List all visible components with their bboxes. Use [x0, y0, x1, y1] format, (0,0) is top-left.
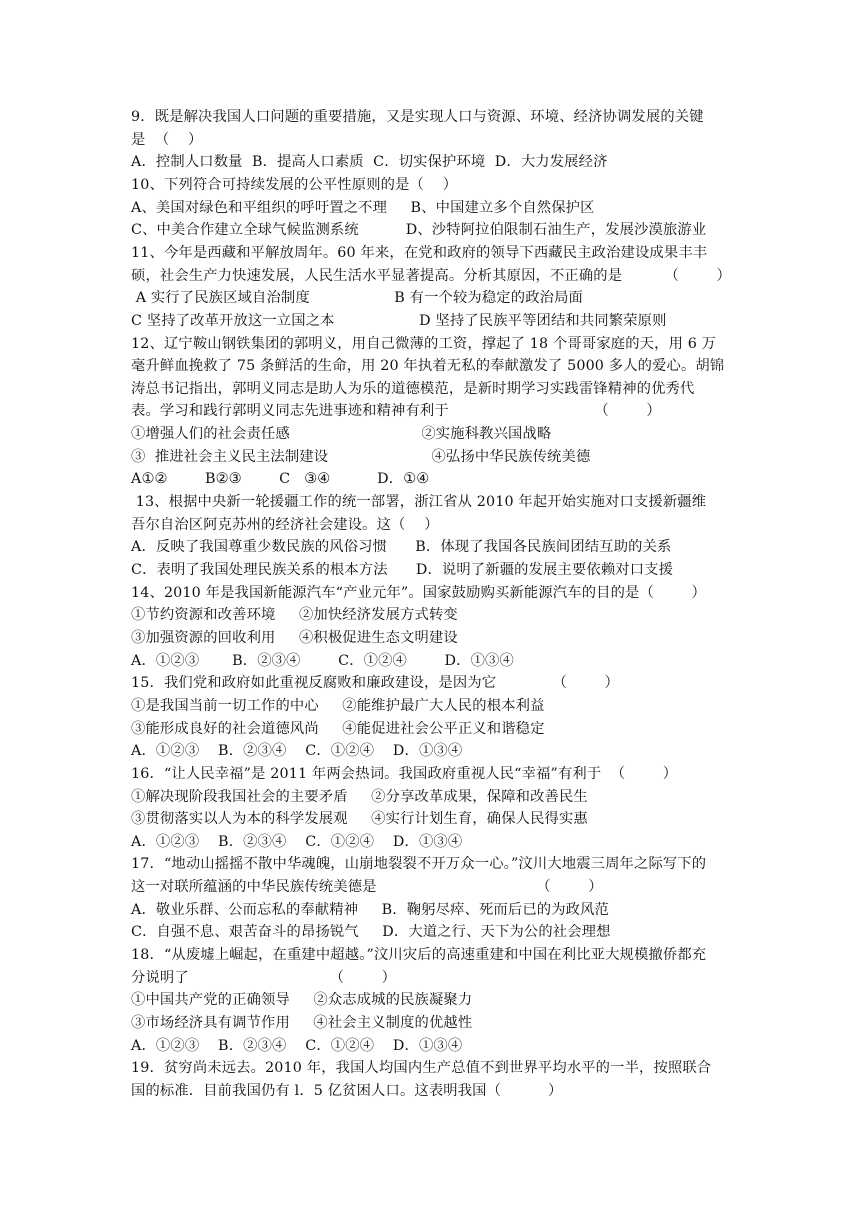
text-line: A①② B②③ C ③④ D．①④: [131, 471, 430, 488]
text-line: 14、2010 年是我国新能源汽车“产业元年”。国家鼓励购买新能源汽车的目的是（ ）: [131, 584, 706, 601]
text-line: ①是我国当前一切工作的中心 ②能维护最广大人民的根本利益: [131, 697, 545, 714]
text-line: A．①②③ B．②③④ C．①②④ D．①③④: [131, 1037, 463, 1054]
text-line: 涛总书记指出，郭明义同志是助人为乐的道德模范，是新时期学习实践雷锋精神的优秀代: [131, 380, 695, 397]
text-line: ①解决现阶段我国社会的主要矛盾 ②分享改革成果，保障和改善民生: [131, 788, 588, 805]
text-line: A．①②③ B．②③④ C．①②④ D．①③④: [131, 652, 514, 669]
text-line: ③ 推进社会主义民主法制建设 ④弘扬中华民族传统美德: [131, 448, 591, 465]
text-line: 吾尔自治区阿克苏州的经济社会建设。这（ ）: [131, 516, 439, 533]
text-line: 11、今年是西藏和平解放周年。60 年来，在党和政府的领导下西藏民主政治建设成果丰丰: [131, 244, 708, 261]
text-line: 19．贫穷尚未远去。2010 年，我国人均国内生产总值不到世界平均水平的一半，按照联合: [131, 1060, 712, 1077]
text-line: ①节约资源和改善环境 ②加快经济发展方式转变: [131, 607, 458, 624]
text-line: A．控制人口数量 B．提高人口素质 C．切实保护环境 D．大力发展经济: [131, 154, 608, 171]
text-line: C 坚持了改革开放这一立国之本 D 坚持了民族平等团结和共同繁荣原则: [131, 312, 667, 329]
text-line: 15．我们党和政府如此重视反腐败和廉政建设，是因为它 （ ）: [131, 675, 619, 692]
text-line: 9．既是解决我国人口问题的重要措施，又是实现人口与资源、环境、经济协调发展的关键: [131, 109, 704, 125]
text-line: ③加强资源的回收利用 ④积极促进生态文明建设: [131, 629, 458, 646]
text-line: A、美国对绿色和平组织的呼吁置之不理 B、中国建立多个自然保护区: [131, 199, 595, 216]
text-line: ③能形成良好的社会道德风尚 ④能促进社会公平正义和谐稳定: [131, 720, 545, 737]
text-line: A．敬业乐群、公而忘私的奉献精神 B．鞠躬尽瘁、死而后已的为政风范: [131, 901, 610, 918]
text-line: 国的标准．目前我国仍有 l．5 亿贫困人口。这表明我国（ ）: [131, 1082, 563, 1099]
text-line: ③市场经济具有调节作用 ④社会主义制度的优越性: [131, 1015, 473, 1031]
text-line: C．表明了我国处理民族关系的根本方法 D．说明了新疆的发展主要依赖对口支援: [131, 562, 674, 578]
text-line: 18．“从废墟上崛起，在重建中超越。”汶川灾后的高速重建和中国在利比亚大规模撤侨都充: [131, 947, 707, 964]
text-line: 毫升鲜血挽救了 75 条鲜活的生命，用 20 年执着无私的奉献激发了 5000 多人的爱心。胡锦: [131, 358, 725, 375]
text-line: 分说明了 （ ）: [131, 969, 397, 986]
text-line: 12、辽宁鞍山钢铁集团的郭明义，用自己微薄的工资，撑起了 18 个哥哥家庭的天，用 6 万: [131, 335, 717, 352]
text-line: 10、下列符合可持续发展的公平性原则的是（ ）: [131, 176, 458, 193]
text-line: ③贯彻落实以人为本的科学发展观 ④实行计划生育，确保人民得实惠: [131, 811, 588, 828]
text-line: 13、根据中央新一轮援疆工作的统一部署，浙江省从 2010 年起开始实施对口支援新疆维: [131, 494, 707, 511]
text-line: C、中美合作建立全球气候监测系统 D、沙特阿拉伯限制石油生产，发展沙漠旅游业: [131, 222, 707, 239]
text-line: 表。学习和践行郭明义同志先进事迹和精神有利于 （ ）: [131, 403, 661, 420]
text-line: 17．“地动山摇摇不散中华魂魄，山崩地裂裂不开万众一心。”汶川大地震三周年之际写下的: [131, 856, 707, 873]
text-line: A．①②③ B．②③④ C．①②④ D．①③④: [131, 833, 463, 850]
text-line: A．①②③ B．②③④ C．①②④ D．①③④: [131, 743, 463, 760]
text-line: C．自强不息、艰苦奋斗的昂扬锐气 D．大道之行、天下为公的社会理想: [131, 924, 611, 941]
text-line: 16．“让人民幸福”是 2011 年两会热词。我国政府重视人民“幸福”有利于 （ ）: [131, 765, 678, 782]
text-line: 硕，社会生产力快速发展，人民生活水平显著提高。分析其原因，不正确的是 （ ）: [131, 267, 731, 284]
text-line: A 实行了民族区域自治制度 B 有一个较为稳定的政治局面: [131, 290, 583, 307]
text-line: ①增强人们的社会责任感 ②实施科教兴国战略: [131, 426, 552, 443]
text-line: ①中国共产党的正确领导 ②众志成城的民族凝聚力: [131, 992, 473, 1009]
text-line: 是 （ ）: [131, 131, 203, 148]
text-line: A．反映了我国尊重少数民族的风俗习惯 B．体现了我国各民族间团结互助的关系: [131, 539, 672, 556]
text-line: 这一对联所蕴涵的中华民族传统美德是 （ ）: [131, 879, 603, 896]
